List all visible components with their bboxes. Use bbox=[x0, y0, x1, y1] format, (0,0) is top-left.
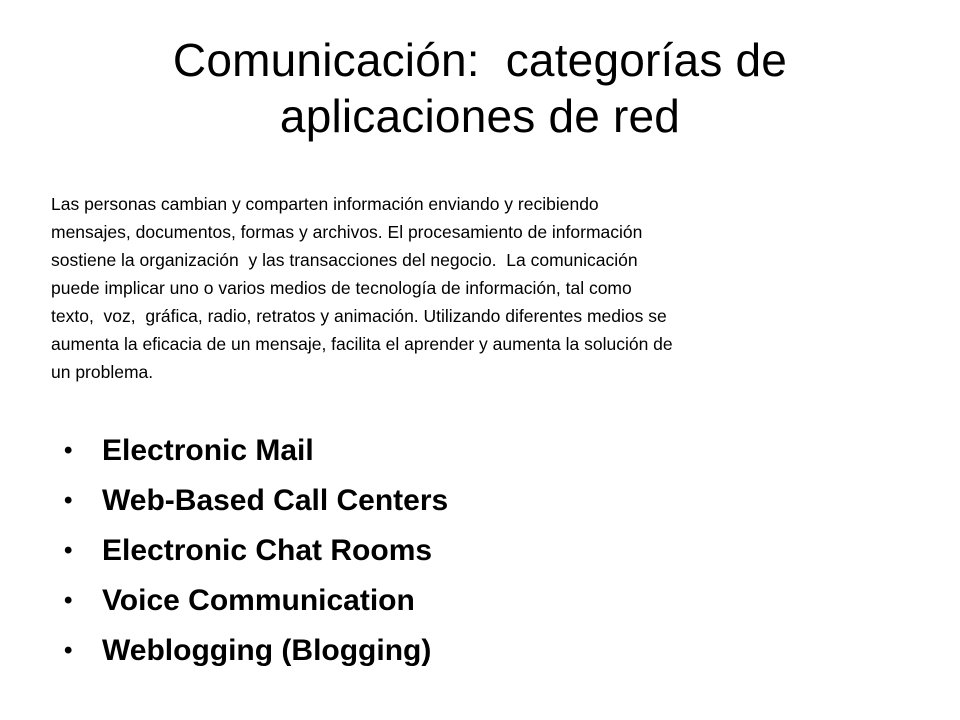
list-item bbox=[64, 426, 448, 476]
list-item bbox=[64, 476, 448, 526]
list-item-label: Voice Communication bbox=[102, 584, 415, 617]
list-item-label: Weblogging (Blogging) bbox=[102, 634, 432, 667]
bullet-icon: • bbox=[64, 487, 73, 514]
list-item-label: Electronic Mail bbox=[102, 434, 314, 467]
slide-title-line: aplicaciones de red bbox=[279, 90, 681, 142]
bullet-icon: • bbox=[64, 537, 73, 564]
intro-line: mensajes, documentos, formas y archivos. El procesamiento de información bbox=[51, 222, 643, 242]
list-item bbox=[64, 576, 448, 626]
list-item-label: Electronic Chat Rooms bbox=[102, 534, 433, 567]
category-list bbox=[64, 426, 448, 676]
intro-line: un problema. bbox=[51, 362, 154, 382]
slide-title-line: Comunicación: categorías de bbox=[172, 34, 788, 86]
list-item-label: Web-Based Call Centers bbox=[102, 484, 449, 517]
intro-line: texto, voz, gráfica, radio, retratos y animación. Utilizando diferentes medios se bbox=[51, 306, 667, 326]
intro-paragraph bbox=[51, 190, 911, 386]
intro-line: sostiene la organización y las transacciones del negocio. La comunicación bbox=[51, 250, 638, 270]
slide-title bbox=[40, 32, 920, 144]
list-item bbox=[64, 526, 448, 576]
bullet-icon: • bbox=[64, 437, 73, 464]
intro-line: Las personas cambian y comparten información enviando y recibiendo bbox=[51, 194, 599, 214]
intro-line: puede implicar uno o varios medios de tecnología de información, tal como bbox=[51, 278, 632, 298]
bullet-icon: • bbox=[64, 637, 73, 664]
bullet-icon: • bbox=[64, 587, 73, 614]
list-item bbox=[64, 626, 448, 676]
intro-line: aumenta la eficacia de un mensaje, facilita el aprender y aumenta la solución de bbox=[51, 334, 673, 354]
